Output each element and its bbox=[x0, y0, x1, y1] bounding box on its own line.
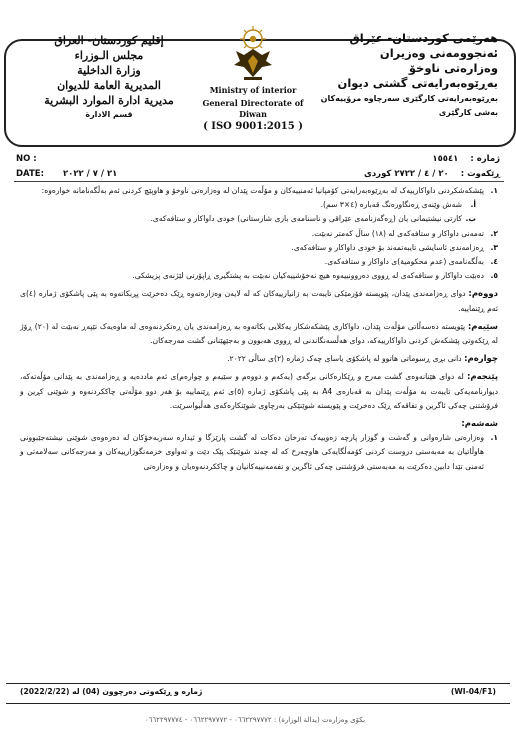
contact-line: بکۆی وەزارەت (یدالة الوزارة) : ٠٦٦٢٢٩٧٧٧٢ - ٠٦٦٢٢٩٧٧٧٢ - ٠٦٦٢٢٩٧٧٧٤ bbox=[144, 716, 366, 724]
list-item: أ. شەش وێنەی ڕەنگاورەنگ قەبارە (٤×٣ سم). bbox=[320, 200, 476, 210]
list-item: ٥. دەبێت داواکار و ستافەکەی لە ڕووی دەروونییەوە هیچ نەخۆشییەکیان نەبێت بە پشتگیری ڕاپۆرتی لێژنەی پزیشکی. bbox=[132, 271, 498, 281]
kurdish-ministry: وەزارەتی ناوخۆ bbox=[408, 61, 498, 75]
list-item: ١. وەزارەتی شارەوانی و گەشت و گوزار پارچە زەوییەک تەرخان دەکات لە گشت پارێزگا و ئیدارە سەربەخۆکان لە دەرەوەی شوێنی نیشتەجێبوونی هاوڵاتیان بە مەبەستی دروست کردنی کۆمەڵگایەکی هاوچەرخ کە لە چەند شوێنێک پێک دێت و تەواوی خزمەتگوزارییەکان و مەرجەکانی سەلامەتی و ئەمنی تێدا دابین دەکرێت بە مەبەستی فرۆشتنی چەکی ئاگرین و تفەمەنییەکانیان و چاککردنەوەیان و وەزارەتی bbox=[20, 433, 498, 471]
arabic-directorate: المديرية العامة للديوان bbox=[57, 79, 161, 92]
arabic-ministry: وزارة الداخلية bbox=[77, 64, 141, 77]
arabic-header bbox=[34, 33, 184, 121]
english-directorate: General Directorate of Diwan bbox=[202, 98, 304, 119]
date-value: ٢١ / ٧ / ٢٠٢٢ bbox=[62, 169, 118, 179]
list-item: ب. کارتی نیشتیمانی یان (ڕەگەزنامەی عێراقی و ناسنامەی باری شارستانی) خودی داواکار و ستافەکەی. bbox=[150, 214, 476, 224]
number-label: ژمارە : bbox=[470, 154, 500, 164]
section-fourth: چوارەم: دانی بڕی ڕسوماتی هاتوو لە پاشکۆی یاسای چەک ژمارە (٢)ی ساڵی ٢٠٢٢. bbox=[227, 354, 498, 365]
kurdish-region: هەرێمی کوردستان- عێراق bbox=[349, 31, 498, 45]
kurdish-header bbox=[302, 31, 498, 119]
document-body bbox=[20, 184, 498, 474]
arabic-council: مجلس الـوزراء bbox=[74, 49, 144, 62]
section-third: سێیەم: پێویستە دەسەڵاتی مۆڵەت پێدان، داواکاری پێشکەشکار یەکلایی بکاتەوە بە ڕەزامەندی یان ڕەتکردنەوەی لە ماوەیەک تێپەڕ نەبێت لە (٢٠) ڕۆژ لە ڕێکەوتی پێشکەش کردنی داواکارییەکە، دوای هەڵسەنگاندنی لە ڕووی هەبوون و بەجێهێنانی گشت مەرجەکان. bbox=[20, 321, 498, 346]
seal-block bbox=[188, 25, 318, 133]
no-label: NO : bbox=[16, 154, 37, 164]
arabic-region: إقليم كوردستان- العراق bbox=[54, 34, 164, 47]
section-fifth: پێنجەم: لە دوای هێنانەوەی گشت مەرج و ڕێکارەکانی برگەی (یەکەم و دووەم و سێیەم و چوارەم)ی ئەم ماددەیە و ڕەزامەندی بە پێدانی مۆڵەتەکە، دیوارنامەیەکی تایبەت بە مۆڵەت پێدان بە قەبارەی A4 بە پێی پاشکۆی ژمارە (٥)ی ئەم ڕێنماییە بۆ هەر دوو مۆڵەتی چاککردنەوە و شوێنی کڕین و فرۆشتنی چەکی ئاگرین و تفاقەکە ڕێک دەخرێت و پێویستە شوێنێکی بەرچاوی شوێنکارەکەی هەڵبواسرێت. bbox=[20, 372, 499, 410]
kurdish-hr-directorate: بەڕێوەبەرایەتی کارگێری سەرچاوە مرۆییەکان bbox=[320, 94, 498, 103]
list-item: ١. پێشکەشکردنی داواکارییەک لە بەڕێوەبەرایەتی کۆمپانیا ئەمنییەکان و مۆڵەت پێدان لە وەزارەتی ناوخۆ و هاوپێچ کردنی ئەم بەڵگەنامانە خوارەوە: bbox=[41, 186, 498, 195]
arabic-hr-directorate: مديرية ادارة الموارد البشرية bbox=[44, 94, 174, 107]
form-code: (WI-04/F1) bbox=[450, 687, 496, 696]
section-sixth: شەشەم: bbox=[461, 419, 498, 430]
form-footer bbox=[6, 683, 510, 704]
reference-number bbox=[432, 154, 500, 164]
kurdish-council: ئەنجوومەنی وەزیران bbox=[379, 46, 498, 60]
revision-text: ژمارە و ڕێکەوتی دەرچوون (04) لە (2022/2/22) bbox=[20, 687, 203, 696]
kdate-label: ڕێکەوت : bbox=[460, 169, 500, 179]
arabic-admin-section: قسم الادارة bbox=[85, 110, 133, 119]
list-item: ٣. ڕەزامەندی ئاسایشی تایبەتمەند بۆ خودی داواکار و ستافەکەی. bbox=[291, 242, 498, 252]
letterhead bbox=[0, 17, 516, 152]
date-block bbox=[16, 169, 117, 179]
list-item: ٤. بەڵگەنامەی (عدم محكومية)ی داواکار و ستافەکەی. bbox=[324, 257, 498, 267]
section-second: دووەم: دوای ڕەزامەندی پێدان، پێویستە فۆرمێکی تایبەت بە زانیارییەکان کە لە لایەن وەزارەتەوە ڕێک دەخرێت پڕبکاتەوە بە پێی پاشکۆی ژمارە (٤)ی ئەم ڕێنماییە. bbox=[20, 289, 498, 313]
kurdistan-emblem-icon bbox=[230, 25, 276, 83]
kurdish-admin-section: بەشی کارگێری bbox=[438, 108, 498, 117]
header-divider bbox=[14, 181, 504, 182]
date-label: DATE: bbox=[16, 169, 44, 179]
kdate-value: ٢٠ / ٤ / ٢٧٢٢ کوردی bbox=[364, 169, 449, 179]
list-item: ٢. تەمەنی داواکار و ستافەکەی لە (١٨) ساڵ کەمتر نەبێت. bbox=[311, 228, 498, 238]
kurdish-date bbox=[364, 169, 500, 179]
number-value: ١٥٥٤١ bbox=[432, 154, 459, 164]
iso-certification: ( ISO 9001:2015 ) bbox=[203, 121, 303, 132]
kurdish-directorate: بەڕێوەبەرایەتی گشتی دیوان bbox=[337, 76, 498, 90]
english-ministry: Ministry of interior bbox=[209, 85, 297, 95]
